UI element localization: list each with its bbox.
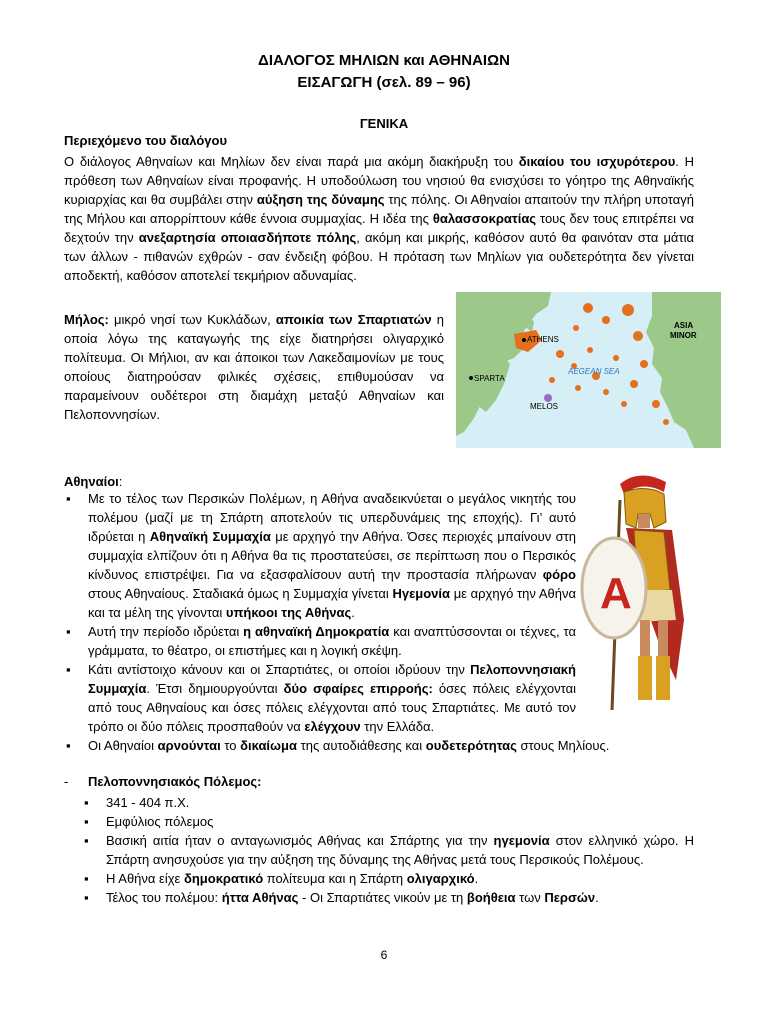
intro-paragraph: Ο διάλογος Αθηναίων και Μηλίων δεν είναι παρά μια ακόμη διακήρυξη του δικαίου του ισχυρότερου. Η πρόθεση των Αθηναίων είναι προφανής. Η υποδούλωση του νησιού θα ενισχύσει το γόητρο της Αθηναϊκής κυριαρχίας και θα συμβάλει στην αύξηση της δύναμης της πόλης. Οι Αθηναίοι απαιτούν την πλήρη υποταγή της Μήλου και απορρίπτουν κάθε έννοια συμμαχίας. Η ιδέα της θαλασσοκρατίας τους δεν τους επιτρέπει να δεχτούν την ανεξαρτησία οποιασδήποτε πόλης, ακόμη και μικρής, καθόσον αυτό θα φαινόταν στα μάτια των άλλων - πιθανών εχθρών - σαν ένδειξη φόβου. Η πρόταση των Μηλίων για ουδετερότητα δεν γίνεται αποδεκτή, καθόσον αποτελεί τεκμήριον αδυναμίας. (64, 154, 694, 283)
list-item: ▪ Βασική αιτία ήταν ο ανταγωνισμός Αθήνας και Σπάρτης για την ηγεμονία στον ελληνικό χώρο. Η Σπάρτη ανησυχούσε για την αύξηση της δύναμης της Αθήνας μετά τους Περσικούς Πολέμους. (82, 831, 694, 869)
melos-paragraph: Μήλος: μικρό νησί των Κυκλάδων, αποικία των Σπαρτιατών η οποία λόγω της καταγωγής της είχε διατηρήσει ολιγαρχικό πολίτευμα. Οι Μήλιοι, αν και άποικοι των Λακεδαιμονίων με τους οποίους διατηρούσαν φιλικές σχέσεις, επιθυμούσαν να παραμείνουν ουδέτεροι στη διαμάχη μεταξύ Αθηναίων και Πελοποννησίων. (64, 312, 445, 422)
list-item: ▪ 341 - 404 π.Χ. (82, 793, 694, 812)
map-sparta-marker (469, 376, 473, 380)
peloponnesian-war-heading: - Πελοποννησιακός Πόλεμος: (64, 774, 262, 789)
map-label-minor: MINOR (670, 331, 697, 340)
document-title: ΔΙΑΛΟΓΟΣ ΜΗΛΙΩΝ και ΑΘΗΝΑΙΩΝ (258, 52, 510, 69)
map-label-asia: ASIA (674, 321, 694, 330)
list-item: ▪ Η Αθήνα είχε δημοκρατικό πολίτευμα και η Σπάρτη ολιγαρχικό. (82, 869, 694, 888)
intro-heading: Περιεχόμενο του διαλόγου (64, 133, 228, 148)
map-label-sparta: SPARTA (474, 374, 505, 383)
hoplite-warrior-image (580, 470, 700, 718)
list-item: ▪ Εμφύλιος πόλεμος (82, 812, 694, 831)
peloponnesian-war-list (82, 793, 694, 907)
map-label-athens: ATHENS (527, 335, 559, 344)
map-label-aegean: AEGEAN SEA (568, 367, 620, 376)
list-item: ▪ Κάτι αντίστοιχο κάνουν και οι Σπαρτιάτες, οι οποίοι ιδρύουν την Πελοποννησιακή Συμμαχία. Έτσι δημιουργούνται δύο σφαίρες επιρροής: όσες πόλεις ελέγχονται από τους Αθηναίους και όσες πόλεις ελέγχονται από τους Σπαρτιάτες. Με αυτό τον τρόπο οι δύο πόλεις προσπαθούν να ελέγχουν την Ελλάδα. (64, 660, 576, 736)
aegean-map-image (456, 292, 721, 448)
list-item: ▪ Τέλος του πολέμου: ήττα Αθήνας - Οι Σπαρτιάτες νικούν με τη βοήθεια των Περσών. (82, 888, 694, 907)
page-number: 6 (380, 948, 388, 962)
section-heading: ΓΕΝΙΚΑ (359, 116, 409, 131)
list-item: ▪ Οι Αθηναίοι αρνούνται το δικαίωμα της αυτοδιάθεσης και ουδετερότητας στους Μηλίους. (64, 736, 694, 755)
document-subtitle: ΕΙΣΑΓΩΓΗ (σελ. 89 – 96) (297, 74, 471, 91)
list-item: ▪ Με το τέλος των Περσικών Πολέμων, η Αθήνα αναδεικνύεται ο μεγάλος νικητής του πολέμου (μαζί με τη Σπάρτη αποτελούν τις υπερδυνάμεις της εποχής). Γι’ αυτό ιδρύεται η Αθηναϊκή Συμμαχία με αρχηγό την Αθήνα. Όσες περιοχές μπαίνουν στη συμμαχία ελπίζουν ότι η Αθήνα θα τις προστατεύσει, σε περίπτωση που ο Περσικός κίνδυνος επιστρέψει. Για να εξασφαλίσουν αυτή την προστασία πλήρωναν φόρο στους Αθηναίους. Σταδιακά όμως η Συμμαχία γίνεται Ηγεμονία με αρχηγό την Αθήνα και τα μέλη της γίνονται υπήκοοι της Αθήνας. (64, 489, 576, 622)
map-melos-island (544, 394, 552, 402)
list-item: ▪ Αυτή την περίοδο ιδρύεται η αθηναϊκή Δημοκρατία και αναπτύσσονται οι τέχνες, τα γράμματα, το θέατρο, οι επιστήμες και η λογική σκέψη. (64, 622, 576, 660)
map-label-melos: MELOS (530, 402, 559, 411)
shield-letter: A (600, 569, 632, 618)
athenians-heading: Αθηναίοι: (64, 474, 123, 489)
map-athens-marker (522, 338, 526, 342)
